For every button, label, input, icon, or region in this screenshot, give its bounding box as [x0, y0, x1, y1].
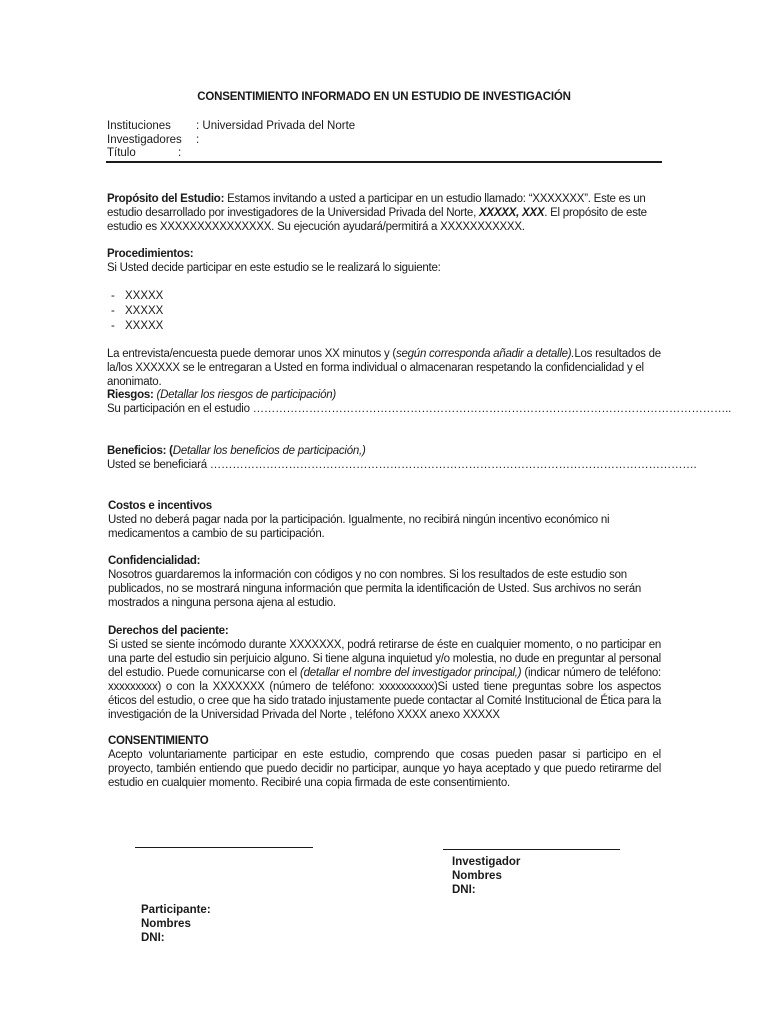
rights-heading: Derechos del paciente:	[108, 625, 229, 637]
confidentiality-text: Nosotros guardaremos la información con códigos y no con nombres. Si los resultados de este estudio son publicados, no se mostrará ninguna información que permita la identificación de Usted. Sus archivos no serán mostrados a ninguna persona ajena al estudio.	[108, 569, 641, 609]
participant-dni: DNI:	[141, 932, 165, 944]
researchers-value: :	[196, 133, 200, 146]
investigator-label: Investigador	[452, 856, 521, 868]
benefits-heading: Beneficios: (	[107, 445, 173, 457]
investigator-names: Nombres	[452, 870, 502, 882]
costs-heading: Costos e incentivos	[108, 500, 212, 512]
costs-section	[108, 499, 661, 541]
procedures-duration: La entrevista/encuesta puede demorar unos XX minutos y (según corresponda añadir a detalle).Los resultados de la/los XXXXXX se le entregaran a Usted en forma individual o almacenaran respetando la confidencialidad y el anonimato.	[107, 348, 661, 388]
document-title: CONSENTIMIENTO INFORMADO EN UN ESTUDIO DE INVESTIGACIÓN	[197, 91, 571, 103]
purpose-text-2: . El propósito de este estudio es XXXXXXXXXXXXXXX. Su ejecución ayudará/permitirá a XXXXXXXXXXX.	[107, 207, 647, 233]
investigator-signature-line	[443, 849, 620, 850]
investigator-dni: DNI:	[452, 884, 476, 896]
consent-text: Acepto voluntariamente participar en este estudio, comprendo que cosas pueden pasar si participo en el proyecto, también entiendo que puedo decidir no participar, aunque yo haya aceptado y que puedo retirarme del estudio en cualquier momento. Recibiré una copia firmada de este consentimiento.	[108, 749, 661, 789]
confidentiality-heading: Confidencialidad:	[108, 555, 201, 567]
risks-heading: Riesgos:	[107, 389, 154, 401]
costs-text: Usted no deberá pagar nada por la participación. Igualmente, no recibirá ningún incentivo económico ni medicamentos a cambio de su participación.	[108, 514, 610, 540]
procedures-intro: Si Usted decide participar en este estudio se le realizará lo siguiente:	[107, 262, 441, 274]
consent-section	[108, 734, 661, 790]
participant-names: Nombres	[141, 918, 191, 930]
procedures-list	[111, 289, 163, 334]
procedures-heading: Procedimientos:	[107, 248, 194, 260]
title-value: :	[178, 147, 182, 159]
benefits-section: Beneficios: (Detallar los beneficios de participación,) Usted se beneficiará ………………………………………………………………………………………………………………….	[107, 445, 697, 471]
confidentiality-section	[108, 554, 661, 610]
participant-signature-line	[135, 847, 313, 848]
purpose-researchers: XXXXX, XXX	[478, 207, 545, 219]
institutions-value: : Universidad Privada del Norte	[196, 120, 356, 132]
participant-signature-block	[141, 903, 211, 945]
participant-label: Participante:	[141, 904, 211, 916]
rights-section: Derechos del paciente: Si usted se siente incómodo durante XXXXXXX, podrá retirarse de éste en cualquier momento, o no participar en una parte del estudio sin perjuicio alguno. Si tiene alguna inquietud y/o molestia, no dude en preguntar al personal del estudio. Puede comunicarse con el (detallar el nombre del investigador principal,) (indicar número de teléfono: xxxxxxxxx) o con la XXXXXXX (número de teléfono: xxxxxxxxxx)Si usted tiene preguntas sobre los aspectos éticos del estudio, o cree que ha sido tratado injustamente puede contactar al Comité Institucional de Ética para la investigación de la Universidad Privada del Norte , teléfono XXXX anexo XXXXX	[108, 625, 661, 721]
risks-section: Riesgos: (Detallar los riesgos de participación) Su participación en el estudio ………………………………………………………………………………………………………………..	[107, 389, 732, 415]
procedures-section	[107, 247, 662, 275]
benefits-text: Usted se beneficiará ………………………………………………………………………………………………………………….	[107, 459, 697, 471]
consent-heading: CONSENTIMIENTO	[108, 735, 209, 747]
risks-text: Su participación en el estudio ………………………………………………………………………………………………………………..	[107, 403, 732, 415]
list-item: - XXXXX	[111, 320, 164, 332]
researchers-label: Investigadores	[107, 133, 182, 146]
title-label: Título	[107, 147, 136, 159]
institutions-label: Instituciones	[107, 120, 171, 132]
list-item: - XXXXX	[111, 290, 164, 302]
purpose-heading: Propósito del Estudio:	[107, 193, 225, 205]
list-item: - XXXXX	[111, 305, 164, 317]
header-divider	[106, 161, 662, 163]
purpose-section	[107, 192, 662, 234]
purpose-text-1: Estamos invitando a usted a participar en un estudio llamado: “XXXXXXX”. Este es un estudio desarrollado por investigadores de la Universidad Privada del Norte,	[107, 193, 646, 219]
investigator-signature-block	[452, 855, 520, 897]
